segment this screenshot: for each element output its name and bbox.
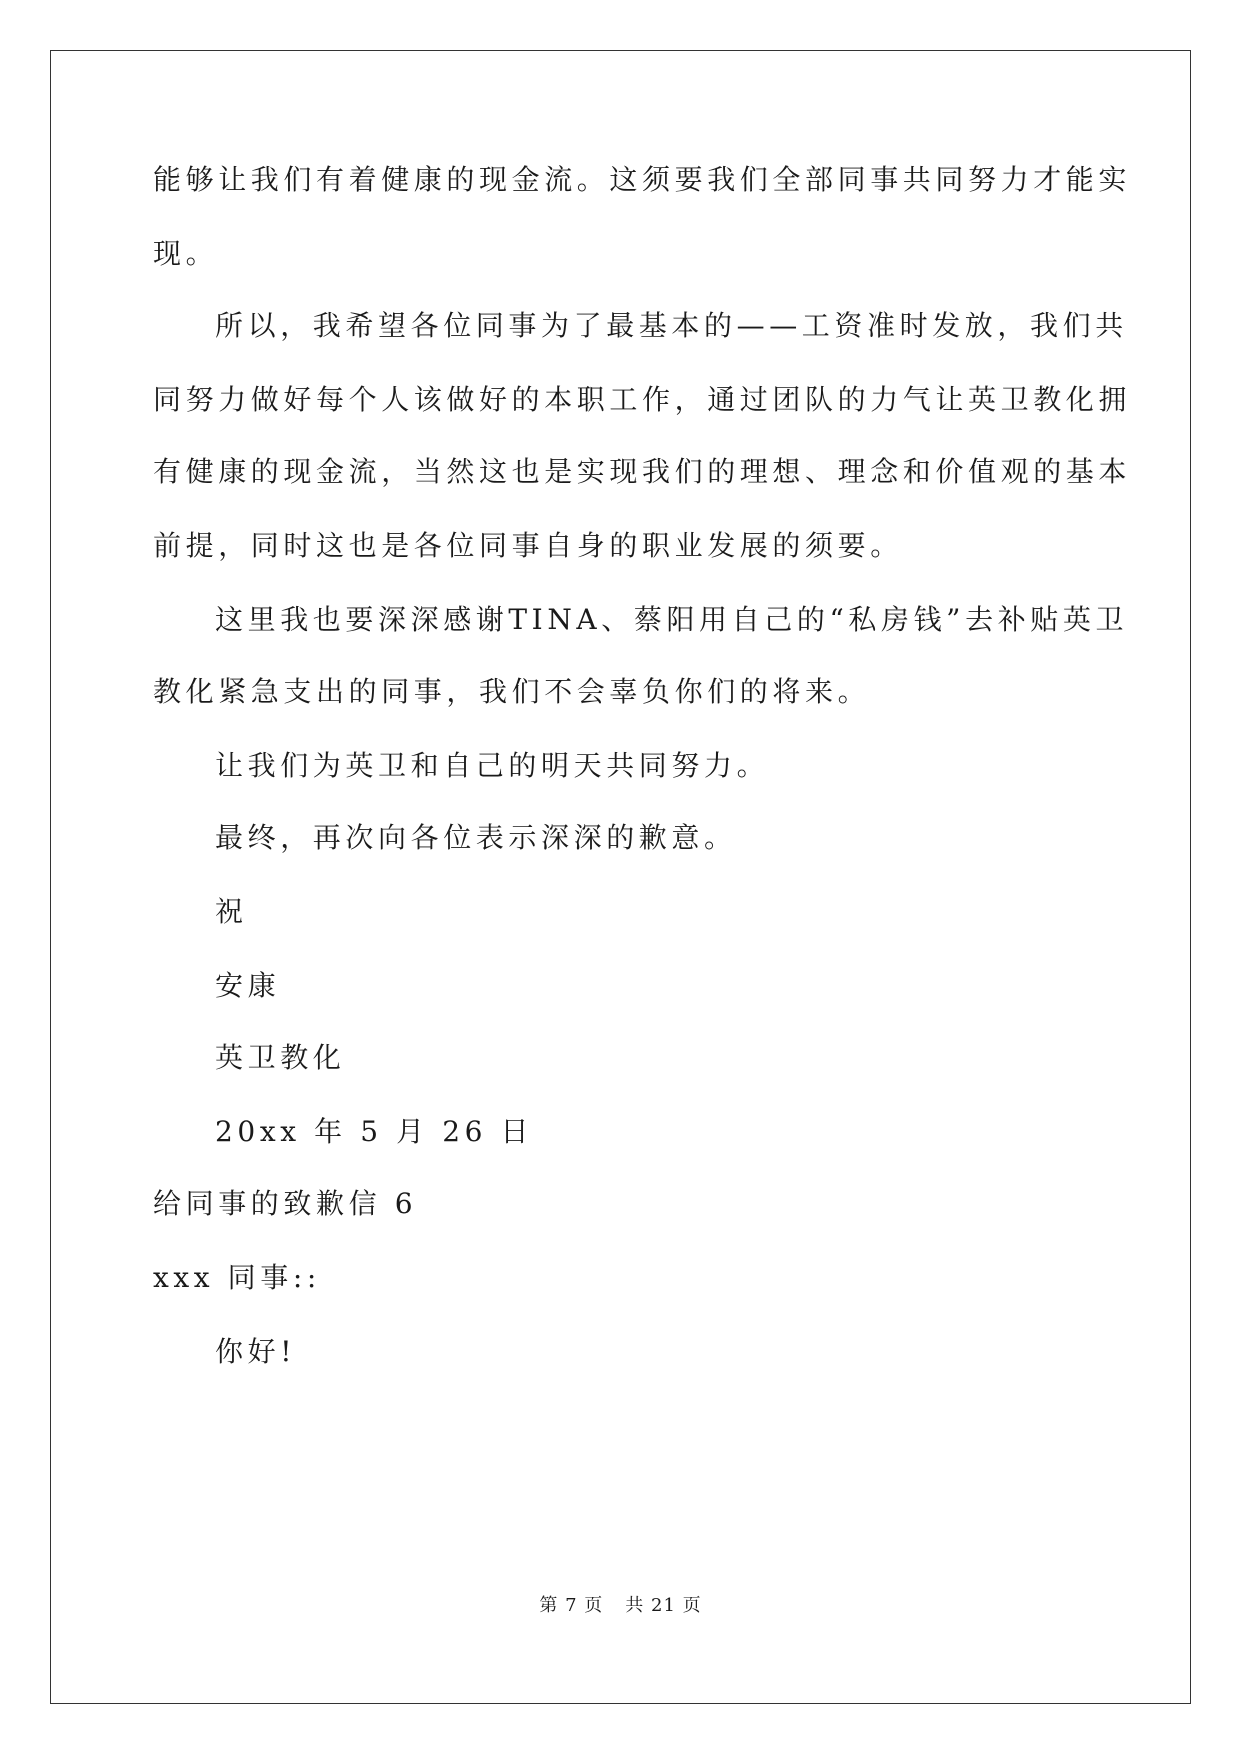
page-total: 共 21 页: [625, 1595, 702, 1616]
paragraph-line: 有健康的现金流，当然这也是实现我们的理想、理念和价值观的基本: [153, 455, 1132, 488]
paragraph-line: 所以，我希望各位同事为了最基本的——工资准时发放，我们共: [215, 309, 1128, 342]
section-heading: 给同事的致歉信 6: [153, 1187, 418, 1220]
page-footer: [0, 1594, 1241, 1618]
signature-date: 20xx 年 5 月 26 日: [215, 1115, 534, 1148]
closing-wish: 安康: [215, 969, 281, 1002]
paragraph-line: 教化紧急支出的同事，我们不会辜负你们的将来。: [153, 675, 871, 708]
signature-organization: 英卫教化: [215, 1041, 346, 1074]
closing-greeting: 祝: [215, 895, 248, 928]
paragraph-line: 前提，同时这也是各位同事自身的职业发展的须要。: [153, 529, 903, 562]
paragraph-line: 最终，再次向各位表示深深的歉意。: [215, 821, 737, 854]
greeting-line: 你好!: [215, 1335, 297, 1368]
paragraph-line: 现。: [153, 237, 219, 270]
page-number: 第 7 页: [539, 1595, 604, 1616]
paragraph-line: 这里我也要深深感谢TINA、蔡阳用自己的“私房钱”去补贴英卫: [215, 603, 1129, 636]
paragraph-line: 能够让我们有着健康的现金流。这须要我们全部同事共同努力才能实: [153, 163, 1132, 196]
page-border: [50, 50, 1191, 1704]
paragraph-line: 同努力做好每个人该做好的本职工作，通过团队的力气让英卫教化拥: [153, 383, 1132, 416]
paragraph-line: 让我们为英卫和自己的明天共同努力。: [215, 749, 770, 782]
salutation: xxx 同事::: [153, 1261, 321, 1294]
